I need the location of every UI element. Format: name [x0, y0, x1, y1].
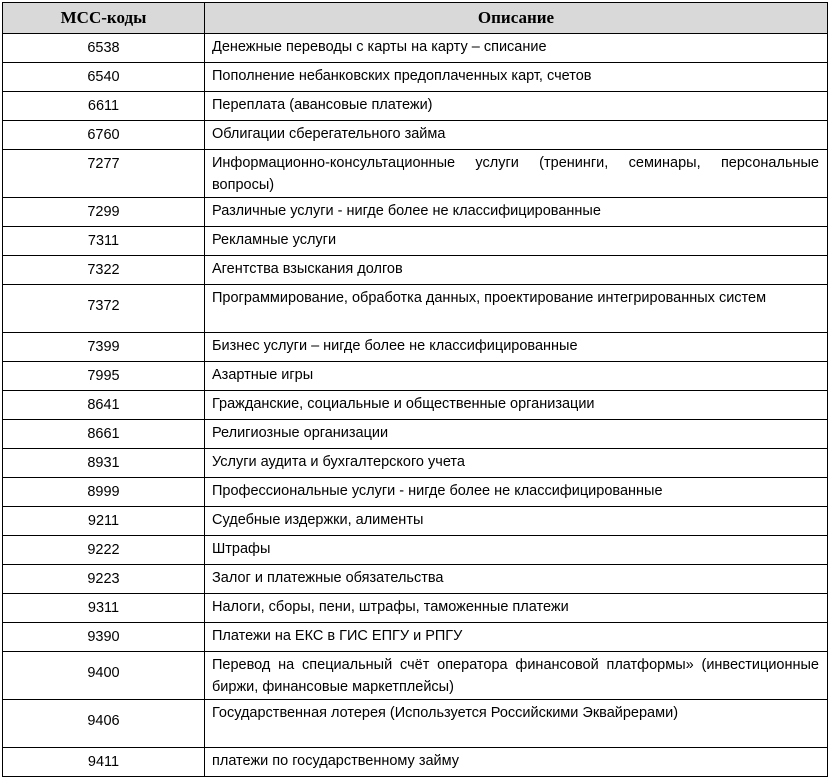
description-cell: Перевод на специальный счёт оператора финансовой платформы» (инвестиционные биржи, финансовые маркетплейсы) — [205, 652, 828, 700]
mcc-code-cell: 9223 — [3, 565, 205, 594]
mcc-code-cell: 7399 — [3, 333, 205, 362]
mcc-code-cell: 9311 — [3, 594, 205, 623]
description-cell: Гражданские, социальные и общественные организации — [205, 391, 828, 420]
mcc-code-cell: 9211 — [3, 507, 205, 536]
description-cell: Денежные переводы с карты на карту – списание — [205, 34, 828, 63]
mcc-code-cell: 8641 — [3, 391, 205, 420]
table-row — [3, 391, 828, 420]
table-row — [3, 63, 828, 92]
description-cell: Рекламные услуги — [205, 227, 828, 256]
description-cell: Переплата (авансовые платежи) — [205, 92, 828, 121]
mcc-code-cell: 7322 — [3, 256, 205, 285]
description-cell: Залог и платежные обязательства — [205, 565, 828, 594]
description-cell: Бизнес услуги – нигде более не классифицированные — [205, 333, 828, 362]
mcc-code-cell: 9411 — [3, 748, 205, 777]
table-header-row — [3, 3, 828, 34]
mcc-code-cell: 6540 — [3, 63, 205, 92]
column-header-mcc-codes: МСС-коды — [3, 3, 205, 34]
table-row — [3, 748, 828, 777]
table-row — [3, 150, 828, 198]
table-row — [3, 285, 828, 333]
description-cell: Программирование, обработка данных, проектирование интегрированных систем — [205, 285, 828, 333]
mcc-code-cell: 7372 — [3, 285, 205, 333]
table-row — [3, 121, 828, 150]
mcc-codes-table — [2, 2, 828, 777]
table-row — [3, 565, 828, 594]
mcc-code-cell: 9222 — [3, 536, 205, 565]
mcc-code-cell: 8931 — [3, 449, 205, 478]
table-row — [3, 449, 828, 478]
description-cell: Религиозные организации — [205, 420, 828, 449]
mcc-code-cell: 7311 — [3, 227, 205, 256]
mcc-code-cell: 6760 — [3, 121, 205, 150]
description-cell: Налоги, сборы, пени, штрафы, таможенные платежи — [205, 594, 828, 623]
table-row — [3, 700, 828, 748]
description-cell: Судебные издержки, алименты — [205, 507, 828, 536]
table-row — [3, 362, 828, 391]
description-cell: Информационно-консультационные услуги (тренинги, семинары, персональные вопросы) — [205, 150, 828, 198]
column-header-description: Описание — [205, 3, 828, 34]
mcc-code-cell: 6538 — [3, 34, 205, 63]
table-row — [3, 333, 828, 362]
table-row — [3, 507, 828, 536]
table-row — [3, 623, 828, 652]
table-row — [3, 256, 828, 285]
description-cell: Профессиональные услуги - нигде более не классифицированные — [205, 478, 828, 507]
description-cell: платежи по государственному займу — [205, 748, 828, 777]
mcc-code-cell: 6611 — [3, 92, 205, 121]
mcc-code-cell: 7995 — [3, 362, 205, 391]
table-row — [3, 227, 828, 256]
mcc-code-cell: 8661 — [3, 420, 205, 449]
table-row — [3, 420, 828, 449]
description-cell: Пополнение небанковских предоплаченных карт, счетов — [205, 63, 828, 92]
table-row — [3, 34, 828, 63]
mcc-code-cell: 9390 — [3, 623, 205, 652]
description-cell: Различные услуги - нигде более не классифицированные — [205, 198, 828, 227]
description-cell: Платежи на ЕКС в ГИС ЕПГУ и РПГУ — [205, 623, 828, 652]
mcc-code-cell: 8999 — [3, 478, 205, 507]
table-row — [3, 652, 828, 700]
table-row — [3, 478, 828, 507]
table-row — [3, 594, 828, 623]
description-cell: Государственная лотерея (Используется Российскими Эквайрерами) — [205, 700, 828, 748]
mcc-code-cell: 7299 — [3, 198, 205, 227]
table-row — [3, 92, 828, 121]
mcc-code-cell: 9400 — [3, 652, 205, 700]
description-cell: Агентства взыскания долгов — [205, 256, 828, 285]
description-cell: Штрафы — [205, 536, 828, 565]
description-cell: Услуги аудита и бухгалтерского учета — [205, 449, 828, 478]
description-cell: Азартные игры — [205, 362, 828, 391]
mcc-code-cell: 7277 — [3, 150, 205, 198]
table-row — [3, 198, 828, 227]
mcc-code-cell: 9406 — [3, 700, 205, 748]
table-row — [3, 536, 828, 565]
description-cell: Облигации сберегательного займа — [205, 121, 828, 150]
